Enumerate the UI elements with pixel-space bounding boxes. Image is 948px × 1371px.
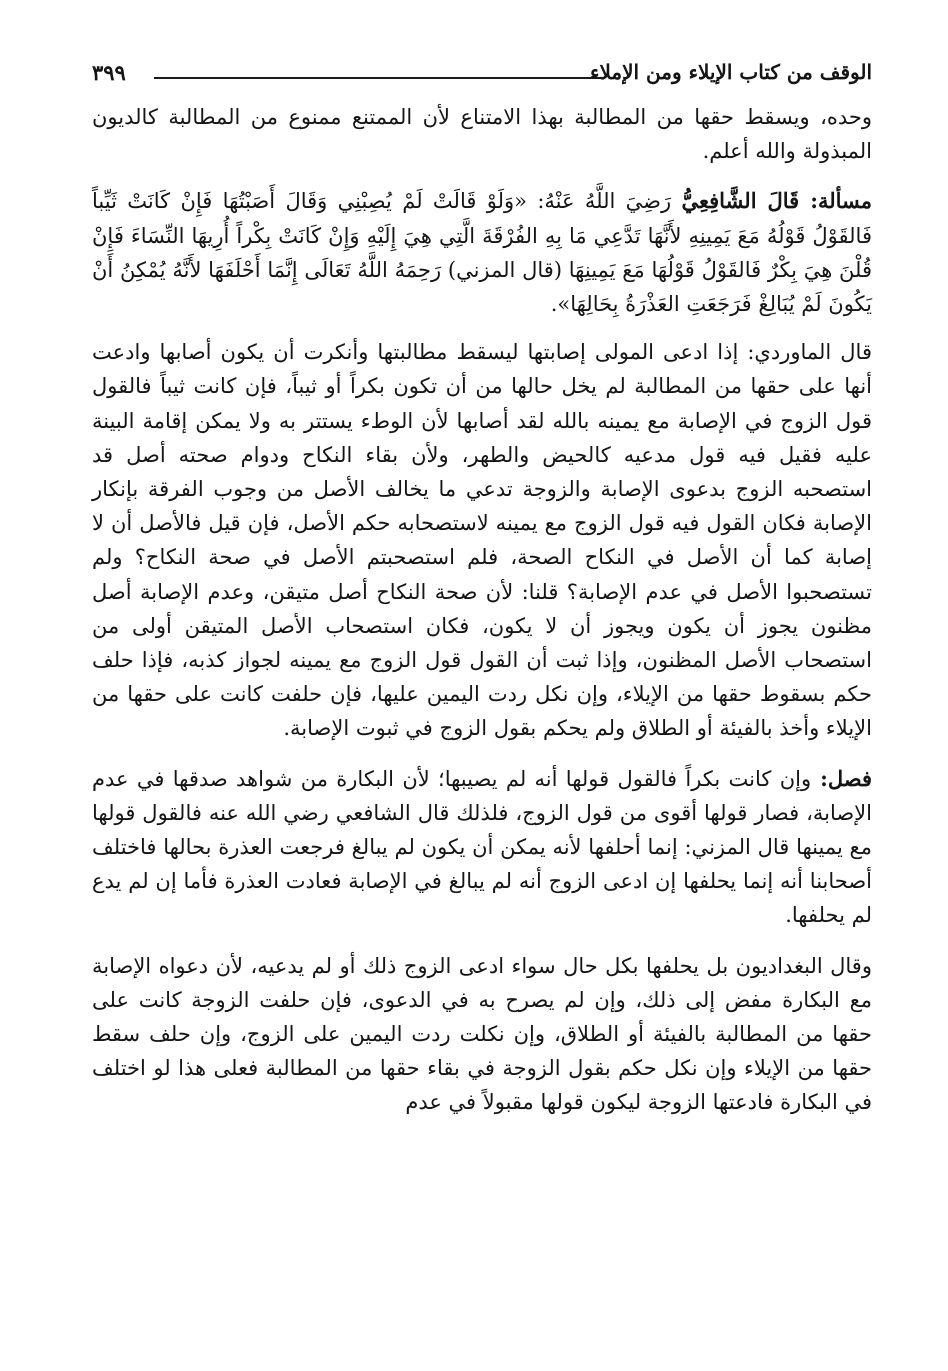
running-header [92, 60, 872, 96]
paragraph-text: وإن كانت بكراً فالقول قولها أنه لم يصيبها؛ لأن البكارة من شواهد صدقها في عدم الإصابة، فصار قولها أقوى من قول الزوج، فلذلك قال الشافعي رضي الله عنه فالقول قولها مع يمينها قال المزني: إنما أحلفها لأنه يمكن أن يكون لم يبالغ فرجعت العذرة بحالها فاختلف أصحابنا أنه إنما يحلفها إن ادعى الزوج أنه لم يبالغ في الإصابة فعادت العذرة فأما إن لم يدع لم يحلفها. [92, 766, 872, 928]
book-page [92, 60, 872, 1360]
paragraph-5 [92, 949, 872, 1120]
quote-attribution: قَالَ الشَّافِعِيُّ [681, 188, 800, 214]
paragraph-3 [92, 335, 872, 745]
paragraph-text: قال الماوردي: إذا ادعى المولى إصابتها ليسقط مطالبتها وأنكرت أن يكون أصابها وادعت أنها على حقها من المطالبة لم يخل حالها من أن تكون بكراً أو ثيباً، فإن كانت ثيباً فالقول قول الزوج في الإصابة مع يمينه بالله لقد أصابها لأن الوطء يستتر به ولا يمكن إقامة البينة عليه فقيل فيه قول مدعيه كالحيض والطهر، ولأن بقاء النكاح ودوام صحته أصل قد استصحبه الزوج بدعوى الإصابة والزوجة تدعي ما يخالف الأصل من وجوب الفرقة بإنكار الإصابة فكان القول فيه قول الزوج مع يمينه لاستصحابه حكم الأصل، فإن قيل فالأصل أن لا إصابة كما أن الأصل في النكاح الصحة، فلم استصحبتم الأصل في صحة النكاح؟ ولم تستصحبوا الأصل في عدم الإصابة؟ قلنا: لأن صحة النكاح أصل متيقن، وعدم الإصابة أصل مظنون يجوز أن يكون ويجوز أن لا يكون، فكان استصحاب الأصل المتيقن أولى من استصحاب الأصل المظنون، وإذا ثبت أن القول قول الزوج مع يمينه لجواز كذبه، فإذا حلف حكم بسقوط حقها من الإيلاء، وإن نكل ردت اليمين عليها، فإن حلفت كانت على حقها من الإيلاء وأخذ بالفيئة أو الطلاق ولم يحكم بقول الزوج في ثبوت الإصابة. [92, 340, 872, 741]
paragraph-1 [92, 100, 872, 168]
paragraph-lead: مسألة: [799, 188, 872, 214]
chapter-title: الوقف من كتاب الإيلاء ومن الإملاء [590, 60, 872, 84]
page-number: ٣٩٩ [92, 60, 126, 85]
paragraph-text: وحده، ويسقط حقها من المطالبة بهذا الامتناع لأن الممتنع ممنوع من المطالبة كالديون المبذولة والله أعلم. [92, 105, 872, 164]
paragraph-text: وقال البغداديون بل يحلفها بكل حال سواء ادعى الزوج ذلك أو لم يدعيه، لأن دعواه الإصابة مع البكارة مفض إلى ذلك، وإن لم يصرح به في الدعوى، فإن حلفت الزوجة كانت على حقها من المطالبة بالفيئة أو الطلاق، وإن نكلت ردت اليمين على الزوج، وإن حلف سقط حقها من الإيلاء وإن نكل حكم بقول الزوجة في بقاء حقها من المطالبة فعلى هذا لو اختلف في البكارة فادعتها الزوجة ليكون قولها مقبولاً في عدم [92, 953, 872, 1115]
header-rule [154, 77, 604, 79]
paragraph-text: رَضِيَ اللَّهُ عَنْهُ: «وَلَوْ قَالَتْ لَمْ يُصِبْنِي وَقَالَ أَصَبْتُهَا فَإِنْ كَانَتْ ثَيِّباً فَالقَوْلُ قَوْلُهُ مَعَ يَمِينِهِ لأَنَّهَا تَدَّعِي مَا بِهِ الفُرْقَةَ الَّتِي هِيَ إِلَيْهِ وَإِنْ كَانَتْ بِكْراً أُرِيهَا النِّسَاءَ فَإِنْ قُلْنَ هِيَ بِكْرٌ فَالقَوْلُ قَوْلُهَا مَعَ يَمِينِهَا (قال المزني) رَحِمَهُ اللَّهُ تَعَالَى إِنَّمَا أَحْلَفَهَا لأَنَّهُ يُمْكِنُ أَنْ يَكُونَ لَمْ يُبَالِغْ فَرَجَعَتِ العَذْرَةُ بِحَالِهَا». [92, 189, 872, 317]
paragraph-lead: فصل: [811, 765, 873, 791]
paragraph-2 [92, 184, 872, 321]
paragraph-4 [92, 762, 872, 933]
